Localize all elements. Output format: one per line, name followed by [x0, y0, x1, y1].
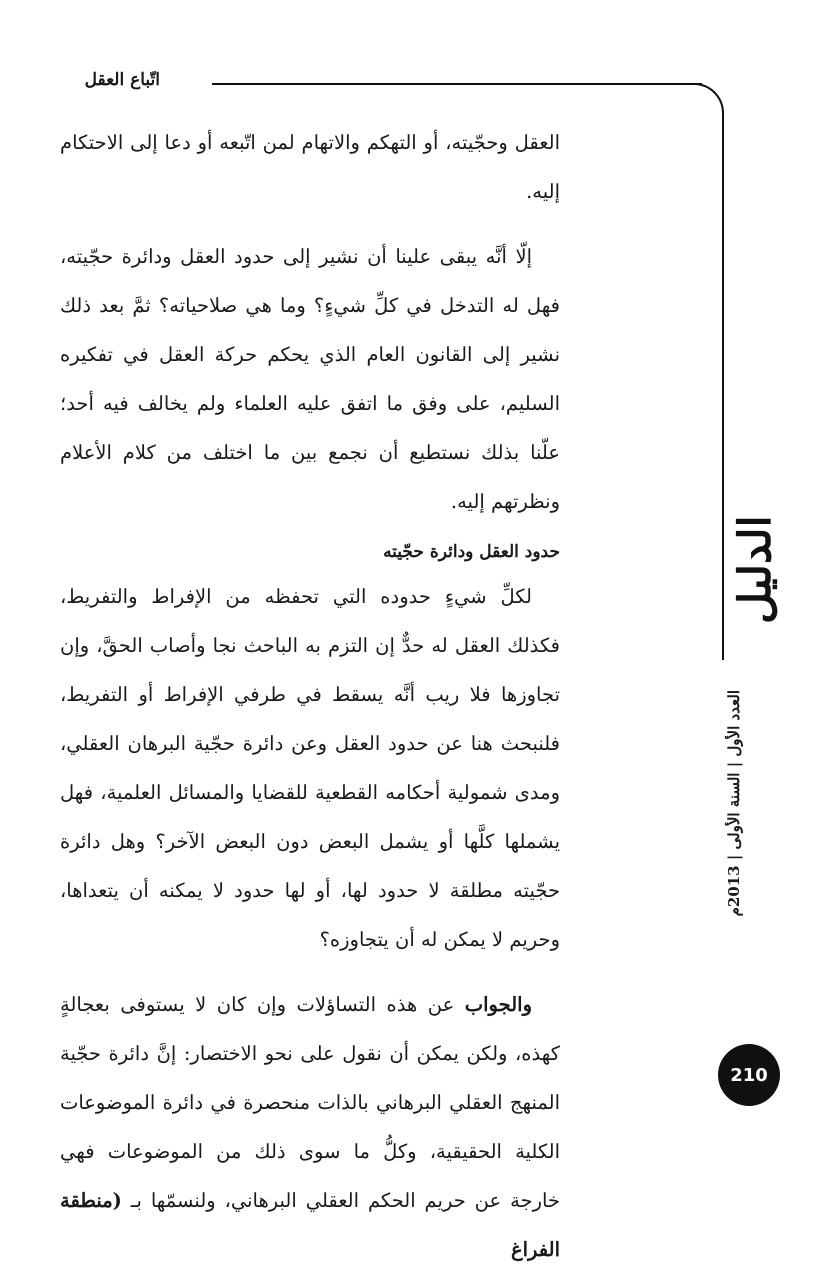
journal-logo: الدليل [730, 515, 781, 625]
frame-corner [690, 83, 724, 117]
page-number-badge: 210 [718, 1044, 780, 1106]
paragraph-4 [60, 980, 560, 1274]
running-title: اتّباع العقل [84, 70, 160, 90]
section-heading: حدود العقل ودائرة حجّيته [383, 542, 560, 562]
page-body [60, 118, 560, 1274]
frame-vertical-rule [722, 115, 724, 660]
issue-info: العدد الأول | السنة الأولى | 2013م [725, 690, 743, 917]
header-rule [212, 83, 702, 85]
paragraph-4-tail: (منطقة الفراغ [60, 1189, 560, 1261]
paragraph-4-text: عن هذه التساؤلات وإن كان لا يستوفى بعجالةٍ كهذه، ولكن يمكن أن نقول على نحو الاختصار: إنَّ دائرة حجّية المنهج العقلي البرهاني بالذات منحصرة في دائرة الموضوعات الكلية الحقيقية، وكلُّ ما سوى ذلك من الموضوعات فهي خارجة عن حريم الحكم العقلي البرهاني، ولنسمّها بـ [60, 993, 560, 1212]
paragraph-4-lead: والجواب [464, 993, 532, 1016]
paragraph-1: العقل وحجّيته، أو التهكم والاتهام لمن اتّبعه أو دعا إلى الاحتكام إليه. [60, 131, 560, 203]
paragraph-3: لكلِّ شيءٍ حدوده التي تحفظه من الإفراط والتفريط، فكذلك العقل له حدٌّ إن التزم به الباحث نجا وأصاب الحقَّ، وإن تجاوزها فلا ريب أنَّه يسقط في طرفي الإفراط أو التفريط، فلنبحث هنا عن حدود العقل وعن دائرة حجّية البرهان العقلي، ومدى شمولية أحكامه القطعية للقضايا والمسائل العلمية، فهل يشملها كلَّها أو يشمل البعض دون البعض الآخر؟ وهل دائرة حجّيته مطلقة لا حدود لها، أو لها حدود لا يمكنه أن يتعداها، وحريم لا يمكن له أن يتجاوزه؟ [60, 585, 560, 951]
paragraph-2: إلّا أنَّه يبقى علينا أن نشير إلى حدود العقل ودائرة حجّيته، فهل له التدخل في كلِّ شيءٍ؟ وما هي صلاحياته؟ ثمَّ بعد ذلك نشير إلى القانون العام الذي يحكم حركة العقل في تفكيره السليم، على وفق ما اتفق عليه العلماء ولم يخالف فيه أحد؛ علّنا بذلك نستطيع أن نجمع بين ما اختلف من كلام الأعلام ونظرتهم إليه. [60, 245, 560, 513]
